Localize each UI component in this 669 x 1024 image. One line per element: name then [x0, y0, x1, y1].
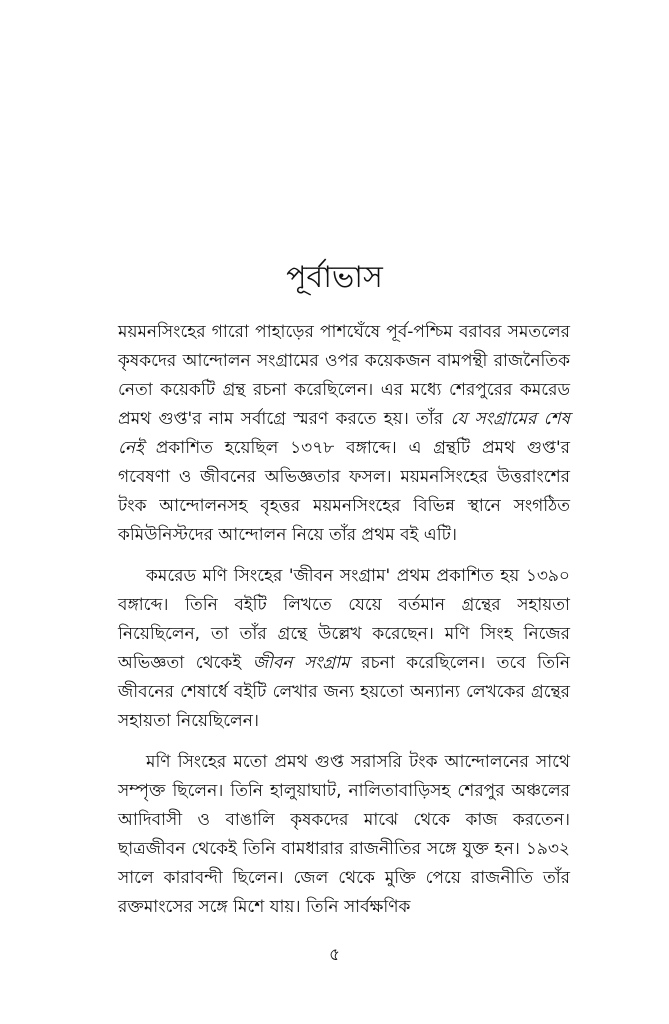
paragraph-text: মণি সিংহের মতো প্রমথ গুপ্ত সরাসরি টংক আন্দোলনের সাথে সম্পৃক্ত ছিলেন। তিনি হালুয়াঘাট, নালিতাবাড়িসহ শেরপুর অঞ্চলের আদিবাসী ও বাঙালি কৃষকদের মাঝে থেকে কাজ করতেন। ছাত্রজীবন থেকেই তিনি বামধারার রাজনীতির সঙ্গে যুক্ত হন। ১৯৩২ সালে কারাবন্দী ছিলেন। জেল থেকে মুক্তি পেয়ে রাজনীতি তাঁর রক্তমাংসের সঙ্গে মিশে যায়। তিনি সার্বক্ষণিক: [118, 752, 570, 917]
paragraph-text: প্রকাশিত হয়েছিল ১৩৭৮ বঙ্গাব্দে। এ গ্রন্থটি প্রমথ গুপ্ত'র গবেষণা ও জীবনের অভিজ্ঞতার ফসল। ময়মনসিংহের উত্তরাংশের টংক আন্দোলনসহ বৃহত্তর ময়মনসিংহের বিভিন্ন স্থানে সংগঠিত কমিউনিস্টদের আন্দোলন নিয়ে তাঁর প্রথম বই এটি।: [118, 438, 570, 545]
paragraph-text: কমরেড মণি সিংহের 'জীবন সংগ্রাম' প্রথম প্রকাশিত হয় ১৩৯০ বঙ্গাব্দে। তিনি বইটি লিখতে যেয়ে বর্তমান গ্রন্থের সহায়তা নিয়েছিলেন, তা তাঁর গ্রন্থে উল্লেখ করেছেন। মণি সিংহ নিজের অভিজ্ঞতা থেকেই: [118, 566, 570, 673]
chapter-title: পূর্বাভাস: [286, 260, 383, 295]
paragraph-1: [118, 318, 570, 550]
paragraph-3: [118, 748, 570, 922]
page-number: ৫: [328, 945, 341, 965]
paragraph-text: রচনা করেছিলেন। তবে তিনি জীবনের শেষার্ধে বইটি লেখার জন্য হয়তো অন্যান্য লেখকের গ্রন্থের সহায়তা নিয়েছিলেন।: [118, 653, 570, 731]
book-title-italic: যে সংগ্রামের শেষ নেই: [118, 409, 570, 458]
book-title-italic: জীবন সংগ্রাম: [252, 653, 350, 673]
paragraph-text: ময়মনসিংহের গারো পাহাড়ের পাশঘেঁষে পূর্ব-পশ্চিম বরাবর সমতলের কৃষকদের আন্দোলন সংগ্রামের ওপর কয়েকজন বামপন্থী রাজনৈতিক নেতা কয়েকটি গ্রন্থ রচনা করেছিলেন। এর মধ্যে শেরপুরের কমরেড প্রমথ গুপ্ত'র নাম সর্বাগ্রে স্মরণ করতে হয়। তাঁর: [118, 322, 570, 429]
paragraph-2: [118, 562, 570, 736]
body-text: [118, 318, 570, 934]
